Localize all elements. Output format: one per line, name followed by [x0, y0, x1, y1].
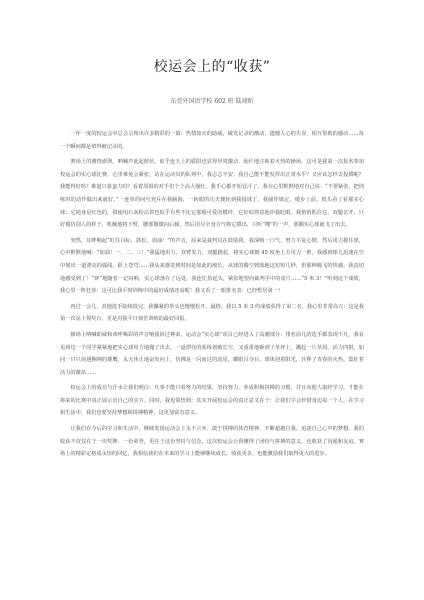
page-title: 校运会上的“收获” — [153, 59, 271, 75]
paragraph: 突然，耳畔响起“盯住目标，鼓松，加油！”的声音，原来是裁判员在鼓励我。我深吸一口气，努力平复心情，然后用力握住球，心中默默地喊：“加油！一、二、三！”我猛地用力，双臂发力，双腿蹬起，将实心球朝 45 度角上方用力一推，我感到球儿迅速在空中划出一道漂亮的弧线，跃上苍穹……我从来感觉到时间是如此的漫长，从球的腾空到落地这短短几秒，但那种腾飞的快感，我真切地感受到了！“砰”地随着一记闷响，实心球落在了远处。我连忙抬起头，紧张地望向裁判手中的皮尺……“5 米 3！”听到这个成绩，我心里一阵狂喜：这可比我平时训练中的最好成绩还高呢！我又看了一眼排名表：已经暂居第一！ — [60, 237, 364, 295]
paragraph: 让我们在今后的学习和生活中，继续发扬运动会上永不言弃、敢于拼搏的体育精神，不断超越自我，追逐自己心中的梦想。我的收获不仅仅在于一块奖牌、一份荣誉，更在于这份坚持与信念，这次校运会让我懂得了团结与拼搏的意义，也收获了沟通和友谊。赛场上的精彩定格成永恒的回忆，我相信我们在未来的学习上能够继续成长，收获更多，也能激励我们取得更大的进步。 — [60, 426, 364, 458]
paragraph: 赛场上的激情澎湃，呐喊声此起彼伏，似乎连天上的骄阳也显得异常激动，灿烂地注视着火热的操场。这可是我第一次报名参加校运会的实心球比赛，心里难免会紧张，站在运动员的队列中，我忐忑不安：我自己能不能发挥出正常水平？又应该怎样去投掷呢？我能得好吗？难道只靠蛮力吗？看着周围的对手们个个高大强壮，我手心都开始冒汗了。我在心里默默地对自己说：“不要紧张，把训练时的动作做出来就好。”一连串的问号充斥在我脑海，一转眼的功夫便轮到我投球了。我强作镇定，缓步上前，低头看了看那实心球：它通身是红色的，摸使用石灰粉沾着也似乎有些不比它那般可爱的模样，它好似得意地冲我眨眼。我悄悄抓住它，双腿岔开，只好模仿别人的样子，机械地将下臂，腰部微微向后倾，然后用尽全身力气将它掷出，只听“嗖”的一声，那颗实心球就飞了出去。 — [60, 159, 364, 229]
paragraph: 操场上呐喊助威和欢呼喝彩的声音响我回过神来，运动会“实心球”项目已经进入了高潮部分：排名前几的选手都表现不凡，我看见场边一个同学紧紧地把实心球用力地抛了出去，一道漂亮的弧线划破长空，又重重地砸到了草坪上，溅起一片草屑。活力四射，如同一只只展翅翱翔的雄鹰，永无休止地奋发向上，仿佛是一闪而过的流星，耀眼目夺目，球体迎着阳光，诠释了青春的火热，集征着活力的激昂…… — [60, 331, 364, 376]
paragraph: 再过一会儿，其他选手陆续投完，我攥紧的拳头也慢慢松开。最终，我以 5 米 3 的成绩获得了第二名。我心里非常高兴：这是我第一次站上领奖台，更是对我平日刻苦训练的最好回报。 — [60, 303, 364, 323]
essay-body — [60, 128, 364, 461]
author-byline: 东莞外国语学校 602 班 陆翊昕 — [170, 98, 254, 105]
paragraph: 一年一度的校运会中总会呈现出许多精彩的一幕：热情如火的助威，破发记录的激动，遗憾人心的失误，相互帮助的感动……每一个瞬间都是值得被记录的。 — [60, 131, 364, 150]
paragraph: 校运会上的成功与汗水让我们明白：凡事不能只看努力的结果，坚持努力，养成积极拼搏的习惯，并且向他人取经学习，才能在将来的比赛中真正展示出自己的实力。同时，我也领悟到：其实开展校运会的真正意义在于：让我们学会珍惜身边每一个人，在学习和生活中，我们也要坚持梦想和拼搏精神，这更加富有意义。 — [60, 385, 364, 417]
